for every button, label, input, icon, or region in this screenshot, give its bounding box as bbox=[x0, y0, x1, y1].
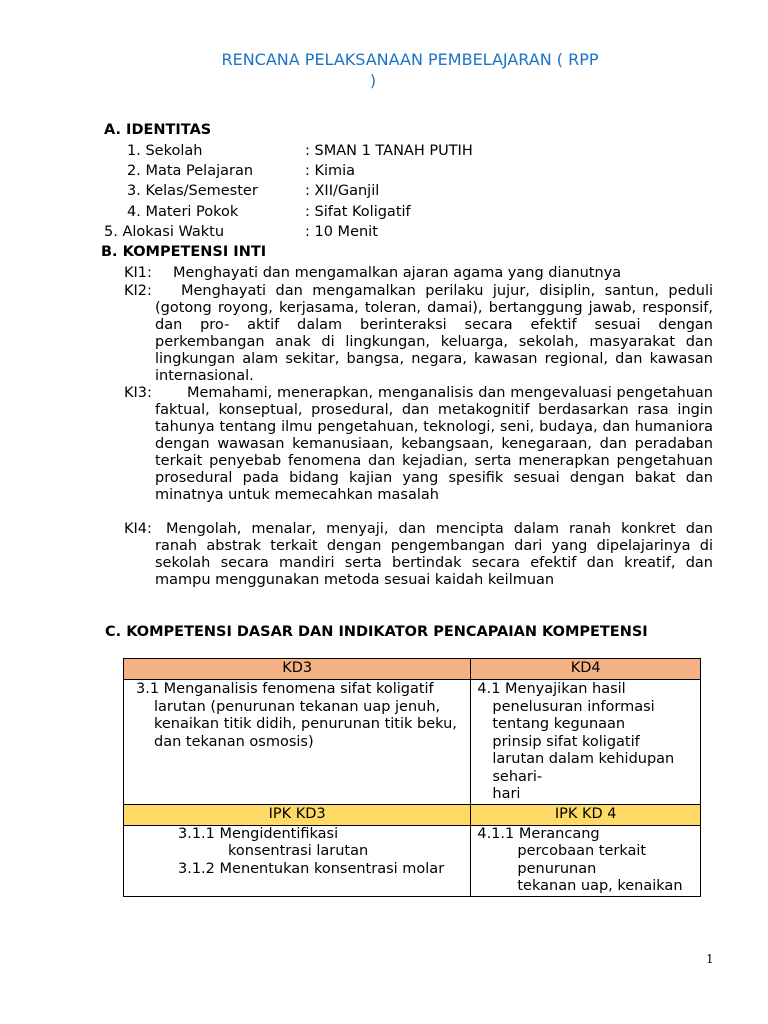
kd3-item bbox=[130, 681, 464, 751]
ipk-kd3-header: IPK KD3 bbox=[124, 804, 471, 825]
ki2-label: KI2: bbox=[124, 283, 152, 299]
ipk3-line: Mengidentifikasi bbox=[219, 825, 339, 842]
ipk4-line: penurunan bbox=[517, 860, 597, 877]
kd3-number: 3.1 bbox=[136, 681, 160, 697]
section-kompetensi-inti-heading: B. KOMPETENSI INTI bbox=[101, 244, 267, 260]
ipk3-number: 3.1.1 bbox=[178, 825, 215, 842]
identitas-value: : 10 Menit bbox=[305, 224, 378, 240]
kd4-line: tentang kegunaan bbox=[492, 716, 626, 732]
ipk3-item bbox=[130, 826, 464, 861]
kd4-number: 4.1 bbox=[477, 681, 501, 697]
ki1-text: Menghayati dan mengamalkan ajaran agama yang dianutnya bbox=[173, 265, 622, 281]
kd4-item bbox=[477, 681, 694, 804]
ipk3-item bbox=[130, 861, 464, 879]
identitas-value: : Sifat Koligatif bbox=[305, 204, 411, 220]
kd3-cell bbox=[124, 680, 471, 805]
ipk4-number: 4.1.1 bbox=[477, 825, 515, 842]
ki2-text: Menghayati dan mengamalkan perilaku jujur, disiplin, santun, peduli (gotong royong, kerjasama, toleran, damai), bertanggung jawab, responsif, dan pro- aktif dalam berinteraksi secara efektif sesuai dengan perkembangan anak di lingkungan, keluarga, sekolah, masyarakat dan lingkungan alam sekitar, bangsa, negara, kawasan regional, dan kawasan internasional. bbox=[155, 283, 713, 384]
kd4-line: prinsip sifat koligatif bbox=[492, 733, 640, 750]
ipk4-item bbox=[477, 826, 694, 896]
ipk4-line: tekanan uap, kenaikan bbox=[517, 878, 683, 894]
ipk3-line: konsentrasi larutan bbox=[228, 843, 369, 859]
section-kompetensi-dasar-heading: C. KOMPETENSI DASAR DAN INDIKATOR PENCAPAIAN KOMPETENSI bbox=[105, 624, 648, 640]
ki3-text: Memahami, menerapkan, menganalisis dan mengevaluasi pengetahuan faktual, konseptual, prosedural, dan metakognitif berdasarkan rasa ingin tahunya tentang ilmu pengetahuan, teknologi, seni, budaya, dan humaniora dengan wawasan kemanusiaan, kebangsaan, kenegaraan, dan peradaban terkait penyebab fenomena dan kejadian, serta menerapkan pengetahuan prosedural pada bidang kajian yang spesifik sesuai dengan bakat dan minatnya untuk memecahkan masalah bbox=[155, 385, 713, 503]
kd4-line: hari bbox=[492, 786, 521, 802]
ipk-kd3-cell bbox=[124, 825, 471, 896]
kd-table bbox=[123, 658, 701, 897]
ki4-label: KI4: bbox=[124, 521, 152, 537]
identitas-value: : XII/Ganjil bbox=[305, 183, 380, 199]
identitas-label: 1. Sekolah bbox=[127, 143, 203, 159]
ipk4-line: percobaan terkait bbox=[517, 843, 647, 859]
ki1-label: KI1: bbox=[124, 265, 152, 281]
title-line-2: ) bbox=[369, 71, 377, 90]
kd4-line: larutan dalam kehidupan bbox=[492, 751, 675, 767]
kd4-header: KD4 bbox=[471, 659, 701, 680]
ipk3-line: Menentukan konsentrasi molar bbox=[219, 860, 445, 877]
ipk4-line: Merancang bbox=[518, 825, 600, 842]
identitas-label: 2. Mata Pelajaran bbox=[127, 163, 254, 179]
ipk-kd4-header: IPK KD 4 bbox=[471, 804, 701, 825]
ipk-kd4-cell bbox=[471, 825, 701, 896]
ki4-text: Mengolah, menalar, menyaji, dan mencipta dalam ranah konkret dan ranah abstrak terkait dengan pengembangan dari yang dipelajarinya di sekolah secara mandiri serta bertindak secara efektif dan kreatif, dan mampu menggunakan metoda sesuai kaidah keilmuan bbox=[155, 521, 713, 588]
ipk3-number: 3.1.2 bbox=[178, 860, 215, 877]
kd3-text: Menganalisis fenomena sifat koligatif larutan (penurunan tekanan uap jenuh, kenaikan titik didih, penurunan titik beku, dan tekanan osmosis) bbox=[154, 681, 457, 750]
kd4-cell bbox=[471, 680, 701, 805]
kd3-header: KD3 bbox=[124, 659, 471, 680]
section-identitas-heading: A. IDENTITAS bbox=[104, 122, 212, 138]
identitas-value: : SMAN 1 TANAH PUTIH bbox=[305, 143, 473, 159]
page-number: 1 bbox=[706, 952, 714, 966]
identitas-value: : Kimia bbox=[305, 163, 356, 179]
identitas-label: 3. Kelas/Semester bbox=[127, 183, 258, 199]
kd4-line: Menyajikan hasil bbox=[505, 681, 626, 697]
kd4-line: penelusuran informasi bbox=[492, 698, 655, 715]
title-line-1: RENCANA PELAKSANAAN PEMBELAJARAN ( RPP bbox=[221, 50, 599, 69]
kd4-line: sehari- bbox=[492, 768, 543, 785]
identitas-label: 5. Alokasi Waktu bbox=[104, 224, 225, 240]
ki3-label: KI3: bbox=[124, 385, 152, 401]
identitas-label: 4. Materi Pokok bbox=[127, 204, 239, 220]
